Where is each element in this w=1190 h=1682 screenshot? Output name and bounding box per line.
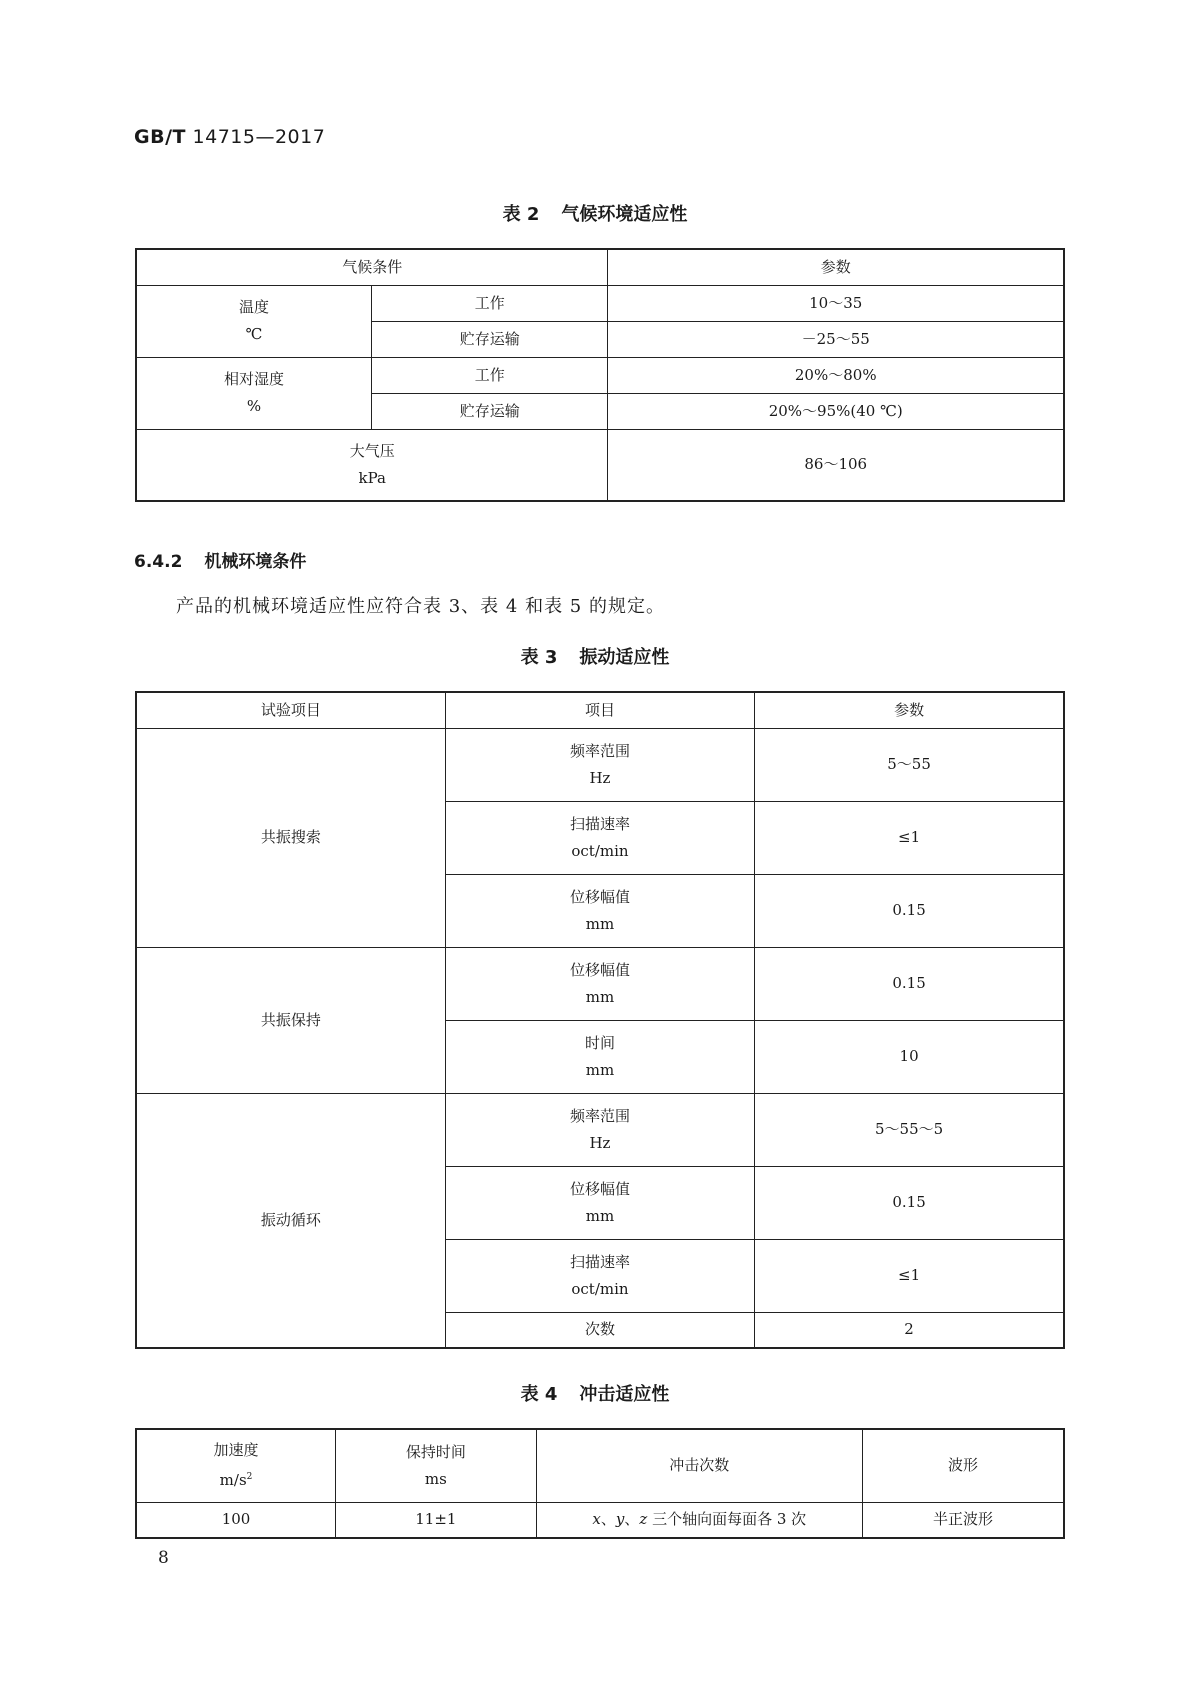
table3-hold-r1-unit: mm [585,987,615,1006]
body-paragraph: 产品的机械环境适应性应符合表 3、表 4 和表 5 的规定。 [176,596,665,617]
table3-cycle-r3-unit: oct/min [571,1279,629,1298]
table2-pressure-name: 大气压 [349,441,395,460]
table4-head-hold-unit: ms [424,1469,447,1488]
table2-humidity-store-value: 20%～95%(40 ℃) [608,393,1064,429]
table3-vibration [135,691,1065,1349]
table2-humidity-work-value: 20%～80% [608,357,1064,393]
table4-caption-title: 冲击适应性 [579,1384,670,1405]
table3-search-r1-unit: Hz [589,768,611,787]
table2-head-condition: 气候条件 [136,249,608,285]
table3-cycle-r3-item [445,1239,754,1312]
table3-cycle-r1-unit: Hz [589,1133,611,1152]
table3-cycle-r2-value: 0.15 [755,1166,1064,1239]
table3-cycle-r1-value: 5～55～5 [755,1093,1064,1166]
table2-temp-work-label: 工作 [371,285,607,321]
table2-humidity-store-label: 贮存运输 [371,393,607,429]
table3-search-r2-label: 扫描速率 [569,814,630,833]
table2-caption [0,200,1190,226]
table4-accel-value: 100 [136,1502,336,1538]
table3-search-r3-value: 0.15 [755,874,1064,947]
table2-pressure-value: 86～106 [608,429,1064,501]
table2-humidity-unit: % [246,397,262,415]
table3-hold-r2-value: 10 [755,1020,1064,1093]
table3-search-r3-unit: mm [585,914,615,933]
table2-caption-title: 气候环境适应性 [561,204,688,225]
table3-hold-r2-unit: mm [585,1060,615,1079]
table3-head-test-item: 试验项目 [136,692,445,728]
table3-cycle-r1-item [445,1093,754,1166]
table3-search-r1-item [445,728,754,801]
section-title: 机械环境条件 [204,552,307,572]
table3-search-r3-label: 位移幅值 [569,887,630,906]
table3-group-hold: 共振保持 [136,947,445,1093]
table3-search-r1-label: 频率范围 [569,741,630,760]
table3-hold-r1-item [445,947,754,1020]
table4-head-accel-unit: $m/s^2$ [219,1471,253,1490]
section-number: 6.4.2 [134,552,183,572]
table3-caption-number: 表 3 [520,647,558,668]
table3-cycle-r3-label: 扫描速率 [569,1252,630,1271]
section-heading [134,547,306,572]
table2-temp-unit: ℃ [245,325,263,343]
table3-cycle-r4-value: 2 [755,1312,1064,1348]
table3-search-r2-unit: oct/min [571,841,629,860]
table4-head-hold [336,1429,537,1502]
standard-number: 14715—2017 [192,126,326,148]
table3-search-r1-value: 5～55 [755,728,1064,801]
table3-hold-r1-label: 位移幅值 [569,960,630,979]
table3-head-param: 参数 [755,692,1064,728]
table3-group-search: 共振搜索 [136,728,445,947]
table2-humidity-name: 相对湿度 [223,370,284,388]
table3-hold-r1-value: 0.15 [755,947,1064,1020]
table3-search-r2-value: ≤1 [755,801,1064,874]
table2-temp-store-label: 贮存运输 [371,321,607,357]
table3-search-r2-item [445,801,754,874]
table3-cycle-r2-item [445,1166,754,1239]
table4-head-accel-label: 加速度 [213,1441,259,1460]
table4-count-value: x、y、z 三个轴向面每面各 3 次 [536,1502,862,1538]
table4-hold-value: 11±1 [336,1502,537,1538]
table2-humidity-work-label: 工作 [371,357,607,393]
table2-climate [135,248,1065,502]
table3-head-item: 项目 [445,692,754,728]
table4-wave-value: 半正波形 [862,1502,1064,1538]
table4-head-hold-label: 保持时间 [405,1442,466,1461]
table2-humidity-cell [136,357,371,429]
table4-head-accel [136,1429,336,1502]
table3-cycle-r3-value: ≤1 [755,1239,1064,1312]
table2-pressure-cell [136,429,608,501]
page-number: 8 [158,1548,169,1568]
table3-search-r3-item [445,874,754,947]
standard-prefix: GB/T [134,126,186,148]
table2-temp-work-value: 10～35 [608,285,1064,321]
table3-caption [0,643,1190,669]
table2-caption-number: 表 2 [502,204,540,225]
table2-pressure-unit: kPa [358,468,386,487]
table3-cycle-r2-unit: mm [585,1206,615,1225]
table3-group-cycle: 振动循环 [136,1093,445,1348]
table2-temp-name: 温度 [238,298,269,316]
table2-temp-store-value: －25～55 [608,321,1064,357]
standard-code [134,126,325,148]
table2-temp-cell [136,285,371,357]
table3-caption-title: 振动适应性 [579,647,670,668]
table4-caption [0,1380,1190,1406]
table4-head-count: 冲击次数 [536,1429,862,1502]
table4-shock [135,1428,1065,1539]
table2-head-param: 参数 [608,249,1064,285]
table3-hold-r2-label: 时间 [584,1033,615,1052]
table3-cycle-r1-label: 频率范围 [569,1106,630,1125]
table4-caption-number: 表 4 [520,1384,558,1405]
table4-head-wave: 波形 [862,1429,1064,1502]
table3-cycle-r4-label: 次数 [445,1312,754,1348]
table3-hold-r2-item [445,1020,754,1093]
table3-cycle-r2-label: 位移幅值 [569,1179,630,1198]
